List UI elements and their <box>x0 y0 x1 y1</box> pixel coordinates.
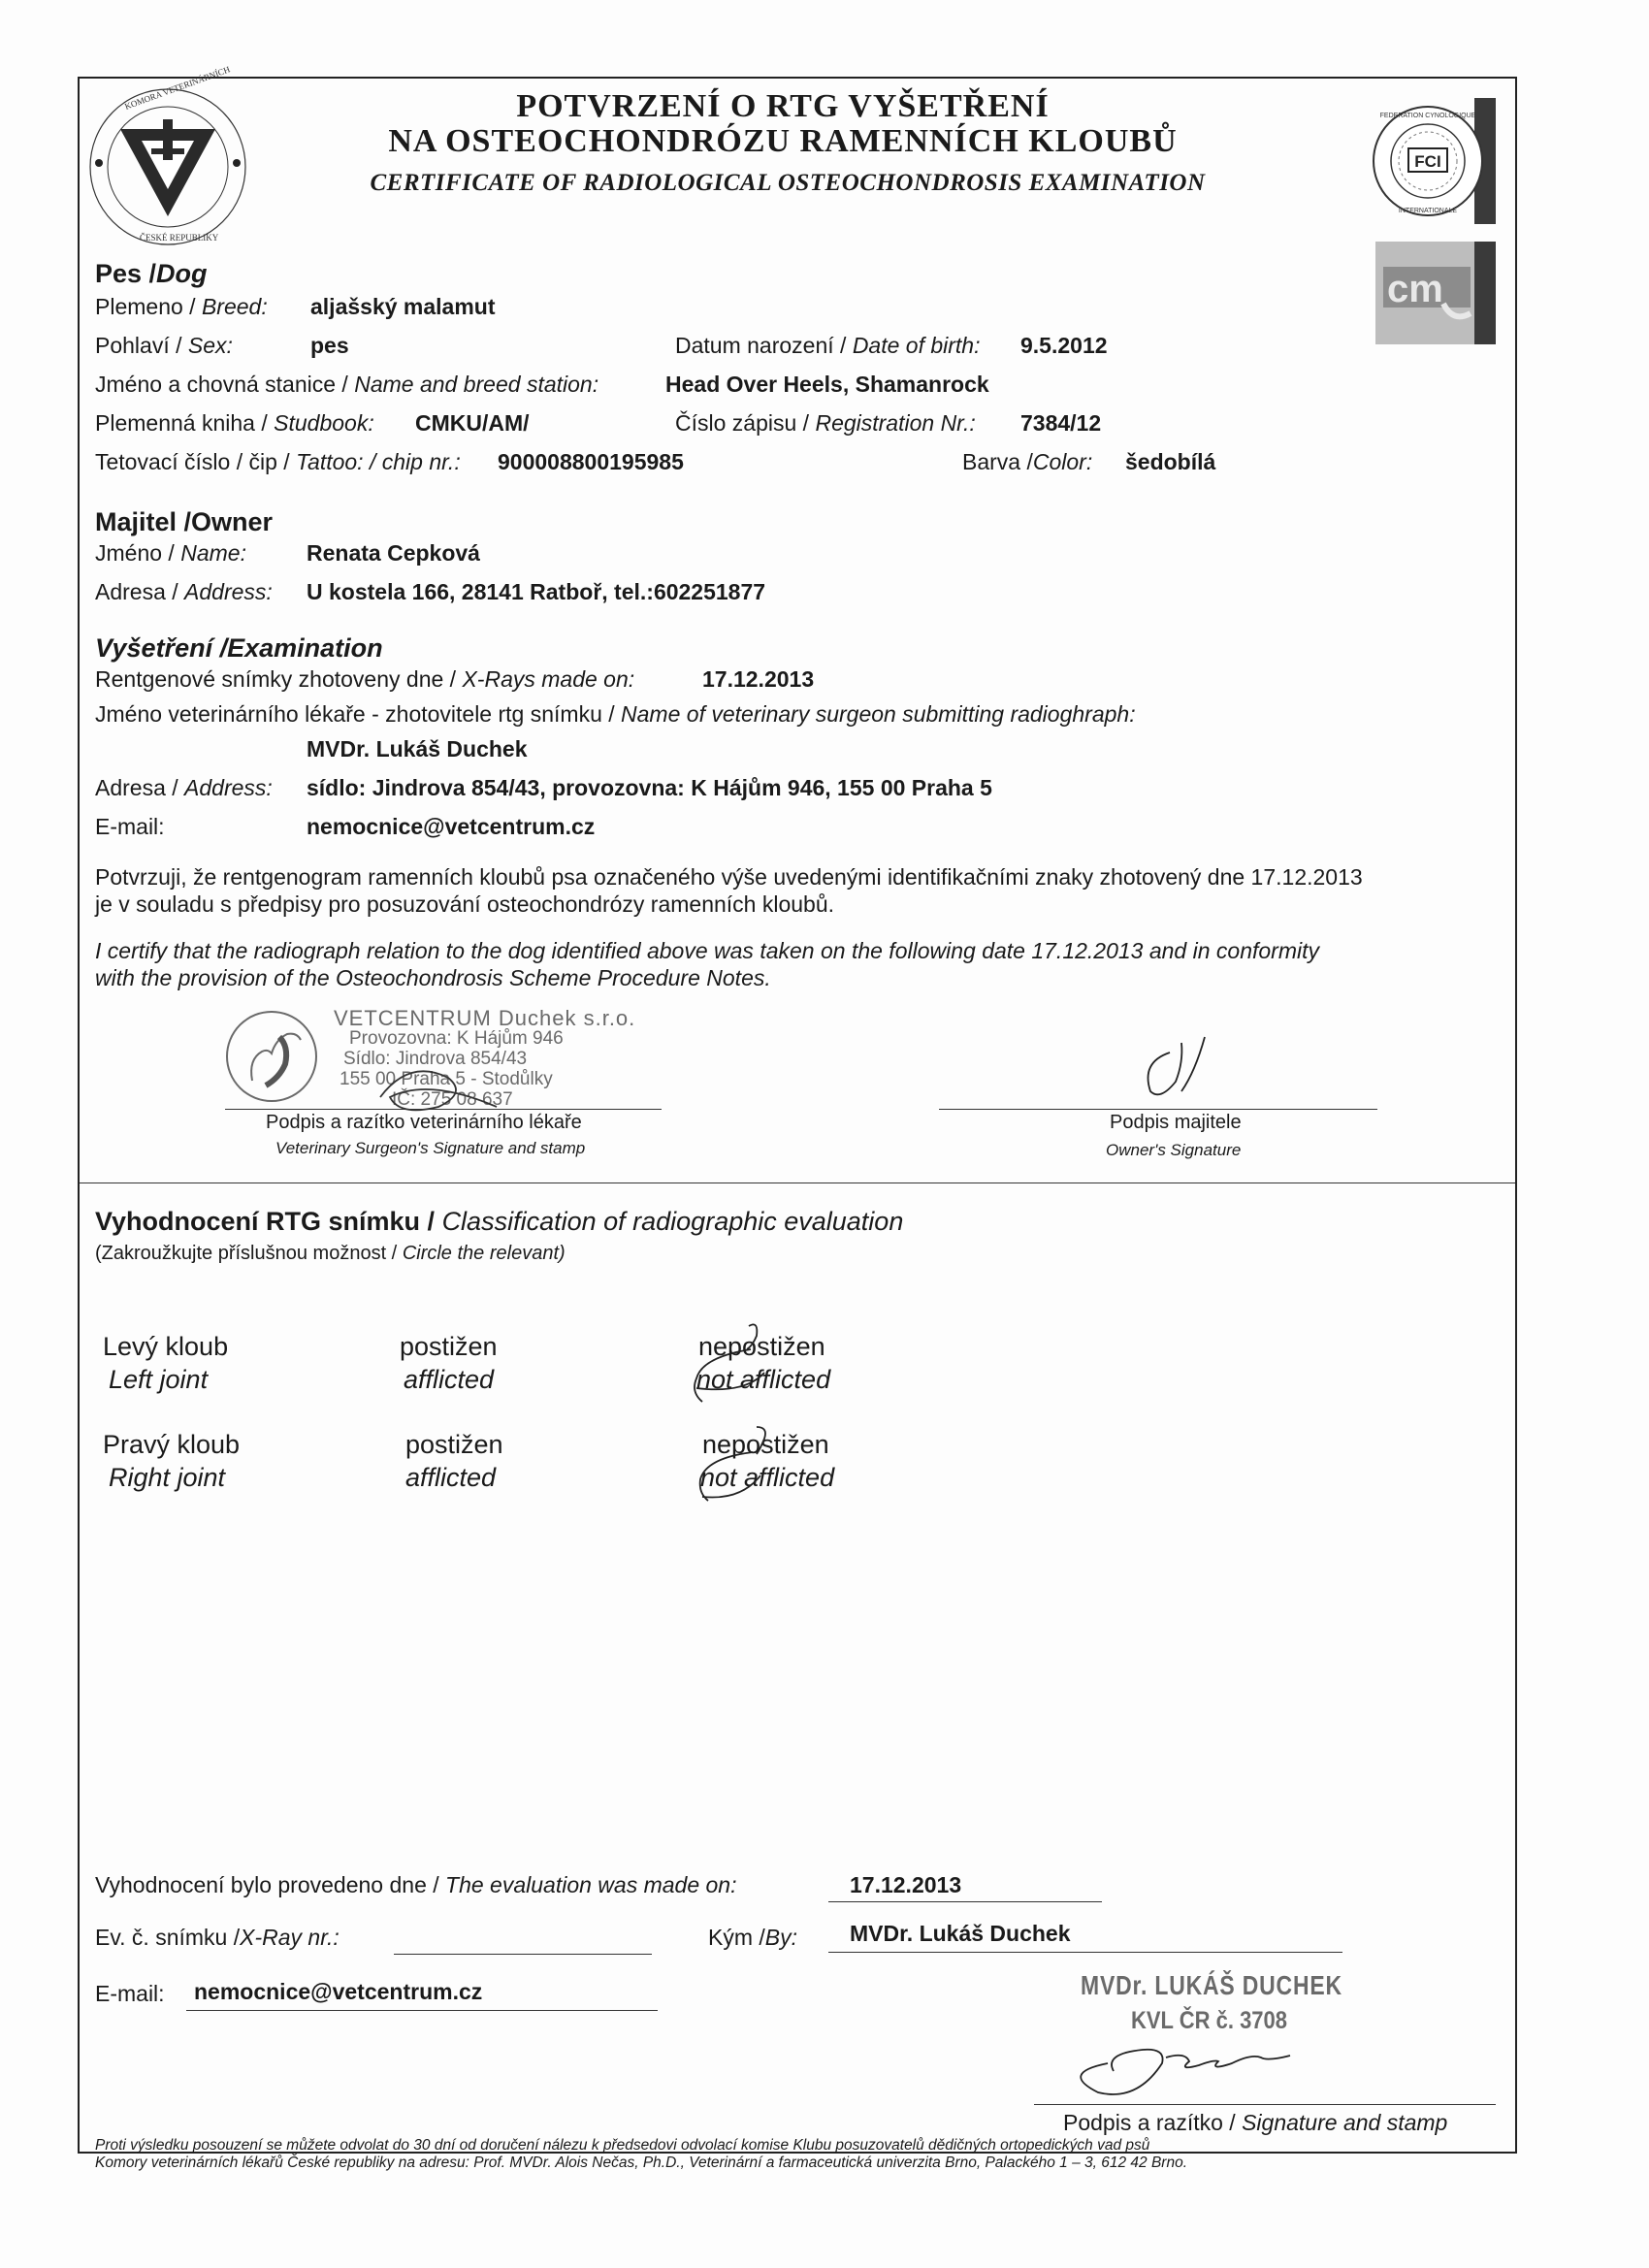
sex-value: pes <box>310 333 349 358</box>
right-afflicted-en: afflicted <box>405 1463 497 1492</box>
right-not-afflicted-cz: nepostižen <box>702 1430 829 1459</box>
footer-email-value: nemocnice@vetcentrum.cz <box>194 1979 483 2004</box>
left-not-afflicted-cz: nepostižen <box>698 1332 825 1361</box>
svg-text:FEDERATION CYNOLOGIQUE: FEDERATION CYNOLOGIQUE <box>1379 113 1476 119</box>
dob-label: Datum narození / <box>675 333 847 358</box>
dog-name-value: Head Over Heels, Shamanrock <box>665 372 989 397</box>
exam-heading: Vyšetření /Examination <box>95 633 383 663</box>
left-afflicted-en: afflicted <box>404 1365 495 1394</box>
svg-text:KOMORA VETERINÁRNÍCH: KOMORA VETERINÁRNÍCH <box>123 64 232 112</box>
xray-date-value: 17.12.2013 <box>702 666 815 692</box>
eval-date-value: 17.12.2013 <box>850 1872 962 1897</box>
evaluation-heading-en: Classification of radiographic evaluation <box>441 1207 904 1236</box>
owner-signature-label-en: Owner's Signature <box>1106 1141 1242 1159</box>
chip-value: 900008800195985 <box>498 449 684 474</box>
vet-email-value: nemocnice@vetcentrum.cz <box>307 814 596 839</box>
chip-label-en: Tattoo: / chip nr.: <box>296 449 461 474</box>
by-label: Kým / <box>708 1925 765 1950</box>
title-english: CERTIFICATE OF RADIOLOGICAL OSTEOCHONDROSIS EXAMINATION <box>370 170 1206 196</box>
owner-address-label-en: Address: <box>184 579 273 604</box>
name-label-en: Name and breed station: <box>354 372 599 397</box>
doctor-signature-line <box>1034 2104 1496 2105</box>
dob-label-en: Date of birth: <box>852 333 981 358</box>
breed-label-en: Breed: <box>201 294 268 319</box>
dog-heading-en: Dog <box>156 259 208 288</box>
vet-address-label: Adresa / <box>95 775 178 800</box>
right-not-afflicted-en: not afflicted <box>700 1463 835 1492</box>
owner-signature-scribble <box>1131 1033 1218 1116</box>
footer-email-underline <box>186 2010 658 2011</box>
confirmation-en-line2: with the provision of the Osteochondrosis Scheme Procedure Notes. <box>95 965 771 990</box>
reg-value: 7384/12 <box>1020 410 1102 436</box>
vet-signature-label-en: Veterinary Surgeon's Signature and stamp <box>275 1139 586 1157</box>
appeal-note-line1: Proti výsledku posouzení se můžete odvolat do 30 dní od doručení nálezu k předsedovi odvolací komise Klubu posuzovatelů dědičných ortopedických vad psů <box>95 2137 1150 2154</box>
right-joint-label-cz: Pravý kloub <box>103 1430 241 1459</box>
right-joint-label-en: Right joint <box>109 1463 226 1492</box>
studbook-label-en: Studbook: <box>274 410 374 436</box>
dog-heading-cz: Pes / <box>95 259 157 288</box>
left-joint-label-cz: Levý kloub <box>103 1332 229 1361</box>
confirmation-cz-line2: je v souladu s předpisy pro posuzování osteochondrózy ramenních kloubů. <box>95 891 835 917</box>
vet-stamp-line: IČ: 275 08 637 <box>392 1089 513 1110</box>
svg-text:ČESKÉ REPUBLIKY: ČESKÉ REPUBLIKY <box>140 233 219 243</box>
evaluation-heading-cz: Vyhodnocení RTG snímku / <box>95 1207 436 1236</box>
xray-date-label-en: X-Rays made on: <box>462 666 635 692</box>
vet-stamp-logo <box>223 1008 320 1105</box>
studbook-value: CMKU/AM/ <box>415 410 530 436</box>
xray-nr-label-en: X-Ray nr.: <box>240 1925 340 1950</box>
eval-date-label: Vyhodnocení bylo provedeno dne / <box>95 1872 439 1897</box>
left-afflicted-cz: postižen <box>400 1332 498 1361</box>
breed-label: Plemeno / <box>95 294 196 319</box>
owner-address-value: U kostela 166, 28141 Ratboř, tel.:602251877 <box>307 579 766 604</box>
vet-name-value: MVDr. Lukáš Duchek <box>307 736 528 761</box>
vet-name-label: Jméno veterinárního lékaře - zhotovitele rtg snímku / <box>95 701 615 727</box>
svg-text:cm: cm <box>1387 268 1443 310</box>
color-label-en: Color: <box>1032 449 1093 474</box>
owner-heading: Majitel /Owner <box>95 507 274 536</box>
title-line-2: NA OSTEOCHONDRÓZU RAMENNÍCH KLOUBŮ <box>388 123 1178 159</box>
title-line-1: POTVRZENÍ O RTG VYŠETŘENÍ <box>516 88 1050 124</box>
xray-nr-underline <box>394 1954 652 1955</box>
eval-date-underline <box>828 1901 1102 1902</box>
svg-text:INTERNATIONALE: INTERNATIONALE <box>1398 208 1458 214</box>
vet-stamp-line: VETCENTRUM Duchek s.r.o. <box>334 1006 636 1030</box>
sex-label: Pohlaví / <box>95 333 182 358</box>
left-joint-label-en: Left joint <box>109 1365 209 1394</box>
owner-signature-line <box>939 1109 1377 1110</box>
right-not-afflicted-circle <box>681 1423 817 1515</box>
vet-stamp-line: Sídlo: Jindrova 854/43 <box>343 1049 528 1069</box>
appeal-note-line2: Komory veterinárních lékařů České republiky na adresu: Prof. MVDr. Alois Nečas, Ph.D., Veterinární a farmaceutická univerzita Brno, Palackého 1 – 3, 612 42 Brno. <box>95 2155 1188 2171</box>
by-underline <box>828 1952 1342 1953</box>
doctor-stamp-line1: MVDr. LUKÁŠ DUCHEK <box>1081 1970 1342 2000</box>
vet-address-label-en: Address: <box>184 775 273 800</box>
reg-label-en: Registration Nr.: <box>815 410 976 436</box>
confirmation-en-line1: I certify that the radiograph relation to the dog identified above was taken on the following date 17.12.2013 and in conformity <box>95 938 1319 963</box>
owner-address-label: Adresa / <box>95 579 178 604</box>
doctor-signature-scribble <box>1069 2025 1360 2107</box>
footer-email-label: E-mail: <box>95 1981 165 2006</box>
evaluation-instruction-en: Circle the relevant) <box>402 1243 566 1264</box>
owner-name-label-en: Name: <box>180 540 246 566</box>
studbook-label: Plemenná kniha / <box>95 410 268 436</box>
doctor-stamp-line2: KVL ČR č. 3708 <box>1131 2007 1288 2034</box>
vet-stamp-line: 155 00 Praha 5 - Stodůlky <box>340 1069 553 1089</box>
left-not-afflicted-en: not afflicted <box>696 1365 831 1394</box>
evaluation-instruction-cz: (Zakroužkujte příslušnou možnost / <box>95 1243 398 1264</box>
owner-name-value: Renata Cepková <box>307 540 480 566</box>
color-value: šedobílá <box>1125 449 1216 474</box>
fci-abbr: FCI <box>1414 152 1441 171</box>
breed-value: aljašský malamut <box>310 294 496 319</box>
xray-date-label: Rentgenové snímky zhotoveny dne / <box>95 666 457 692</box>
confirmation-cz-line1: Potvrzuji, že rentgenogram ramenních kloubů psa označeného výše uvedenými identifikačními znaky zhotovený dne 17.12.2013 <box>95 864 1363 890</box>
vet-name-label-en: Name of veterinary surgeon submitting radioghraph: <box>621 701 1136 727</box>
by-value: MVDr. Lukáš Duchek <box>850 1921 1071 1946</box>
color-label: Barva / <box>962 449 1033 474</box>
sex-label-en: Sex: <box>187 333 233 358</box>
fci-logo <box>1370 98 1496 224</box>
name-label: Jméno a chovná stanice / <box>95 372 348 397</box>
certificate-frame <box>78 64 1517 2171</box>
by-label-en: By: <box>764 1925 798 1950</box>
chip-label: Tetovací číslo / čip / <box>95 449 290 474</box>
owner-name-label: Jméno / <box>95 540 175 566</box>
vet-signature-label-cz: Podpis a razítko veterinárního lékaře <box>266 1112 582 1133</box>
cmku-logo <box>1375 242 1496 344</box>
reg-label: Číslo zápisu / <box>675 410 810 436</box>
xray-nr-label: Ev. č. snímku / <box>95 1925 241 1950</box>
doctor-signature-label-en: Signature and stamp <box>1242 2110 1448 2135</box>
right-afflicted-cz: postižen <box>405 1430 503 1459</box>
doctor-signature-label-cz: Podpis a razítko / <box>1063 2110 1236 2135</box>
left-not-afflicted-circle <box>681 1320 817 1412</box>
dob-value: 9.5.2012 <box>1020 333 1108 358</box>
owner-signature-label-cz: Podpis majitele <box>1110 1112 1242 1133</box>
vet-address-value: sídlo: Jindrova 854/43, provozovna: K Hájům 946, 155 00 Praha 5 <box>307 775 992 800</box>
vet-stamp-line: Provozovna: K Hájům 946 <box>349 1028 564 1049</box>
eval-date-label-en: The evaluation was made on: <box>445 1872 737 1897</box>
vet-email-label: E-mail: <box>95 814 165 839</box>
vet-chamber-logo <box>81 64 254 253</box>
vet-signature-line <box>225 1109 662 1110</box>
